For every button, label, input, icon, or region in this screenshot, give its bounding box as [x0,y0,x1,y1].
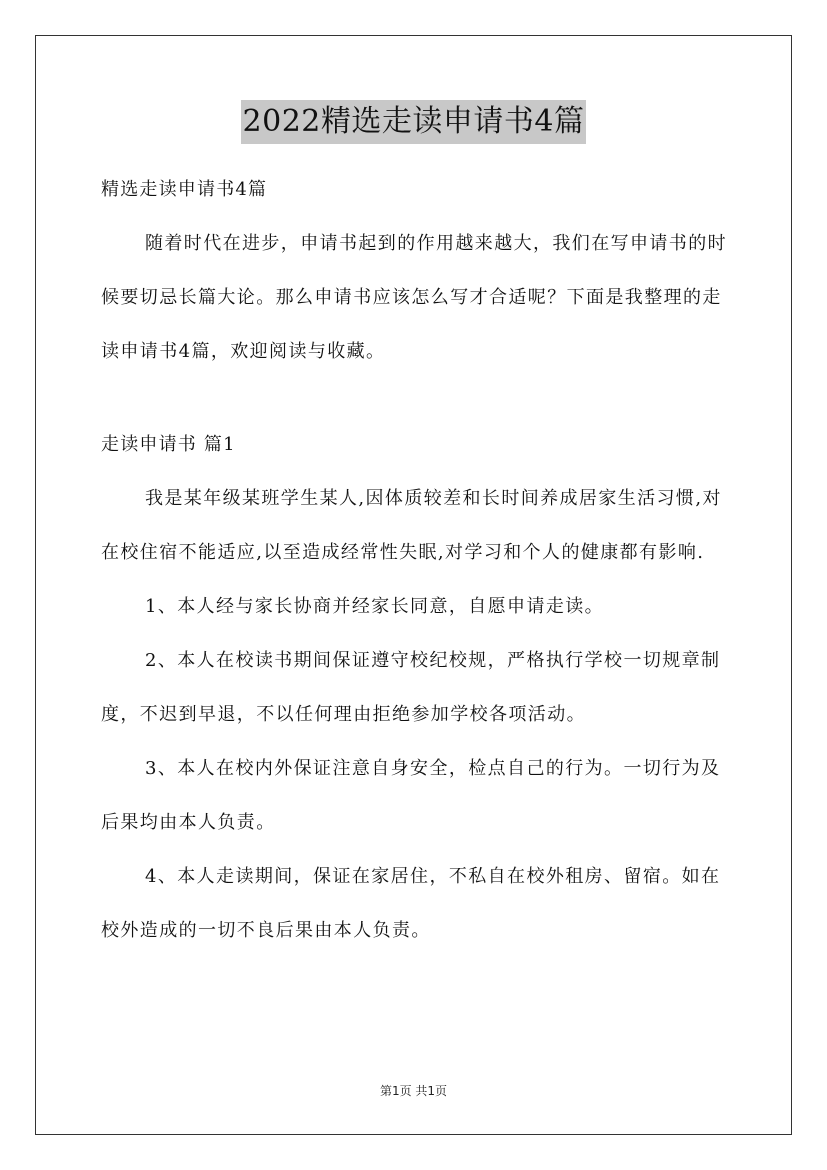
document-body [101,163,727,958]
intro-paragraph: 随着时代在进步，申请书起到的作用越来越大，我们在写申请书的时候要切忌长篇大论。那么申请书应该怎么写才合适呢？下面是我整理的走读申请书4篇，欢迎阅读与收藏。 [101,233,727,362]
list-item: 4、本人走读期间，保证在家居住，不私自在校外租房、留宿。如在校外造成的一切不良后果由本人负责。 [101,866,721,941]
page-footer: 第1页 共1页 [379,1084,448,1098]
list-item: 2、本人在校读书期间保证遵守校纪校规，严格执行学校一切规章制度，不迟到早退，不以任何理由拒绝参加学校各项活动。 [101,650,721,725]
document-title-text: 2022精选走读申请书4篇 [241,100,587,144]
section-gap [101,379,727,418]
document-subtitle: 精选走读申请书4篇 [101,179,268,200]
list-item: 3、本人在校内外保证注意自身安全，检点自己的行为。一切行为及后果均由本人负责。 [101,758,721,833]
section-heading: 走读申请书 篇1 [101,434,236,455]
list-item: 1、本人经与家长协商并经家长同意，自愿申请走读。 [145,596,605,617]
document-title [0,100,827,144]
section-paragraph: 我是某年级某班学生某人,因体质较差和长时间养成居家生活习惯,对在校住宿不能适应,以至造成经常性失眠,对学习和个人的健康都有影响. [101,488,722,563]
